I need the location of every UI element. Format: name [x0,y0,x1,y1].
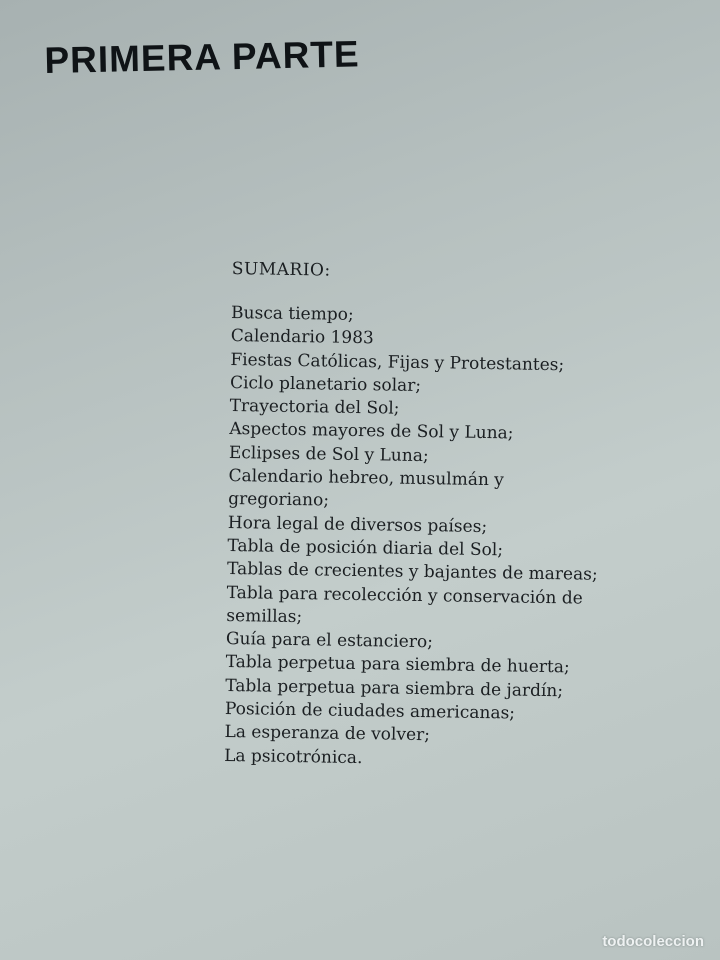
summary-item: Fiestas Católicas, Fijas y Protestantes; [230,349,565,375]
summary-item: Tabla perpetua para siembra de huerta; [225,652,570,678]
summary-title: SUMARIO: [231,258,331,281]
summary-item: semillas; [226,605,303,628]
summary-item: gregoriano; [228,489,330,511]
summary-item: La psicotrónica. [224,745,363,768]
summary-section [224,258,603,774]
summary-item: Tabla perpetua para siembra de jardín; [225,675,564,702]
summary-item: Guía para el estanciero; [225,629,434,653]
summary-item: Tablas de crecientes y bajantes de mareas; [226,559,598,586]
summary-item: Trayectoria del Sol; [229,396,400,419]
summary-item: Busca tiempo; [230,302,354,325]
watermark-logo: todocoleccion [602,933,704,950]
summary-item: Hora legal de diversos países; [227,512,488,537]
summary-list [224,302,602,774]
summary-item: Tabla de posición diaria del Sol; [227,535,504,561]
summary-item: Posición de ciudades americanas; [224,698,516,724]
summary-item: Ciclo planetario solar; [229,372,422,396]
summary-item: Calendario 1983 [230,326,374,349]
summary-item: Aspectos mayores de Sol y Luna; [229,419,514,444]
summary-item: Calendario hebreo, musulmán y [228,466,505,491]
summary-item: Eclipses de Sol y Luna; [228,442,429,466]
part-heading: PRIMERA PARTE [44,33,360,81]
summary-item: La esperanza de volver; [224,722,431,746]
summary-item: Tabla para recolección y conservación de [226,582,583,609]
